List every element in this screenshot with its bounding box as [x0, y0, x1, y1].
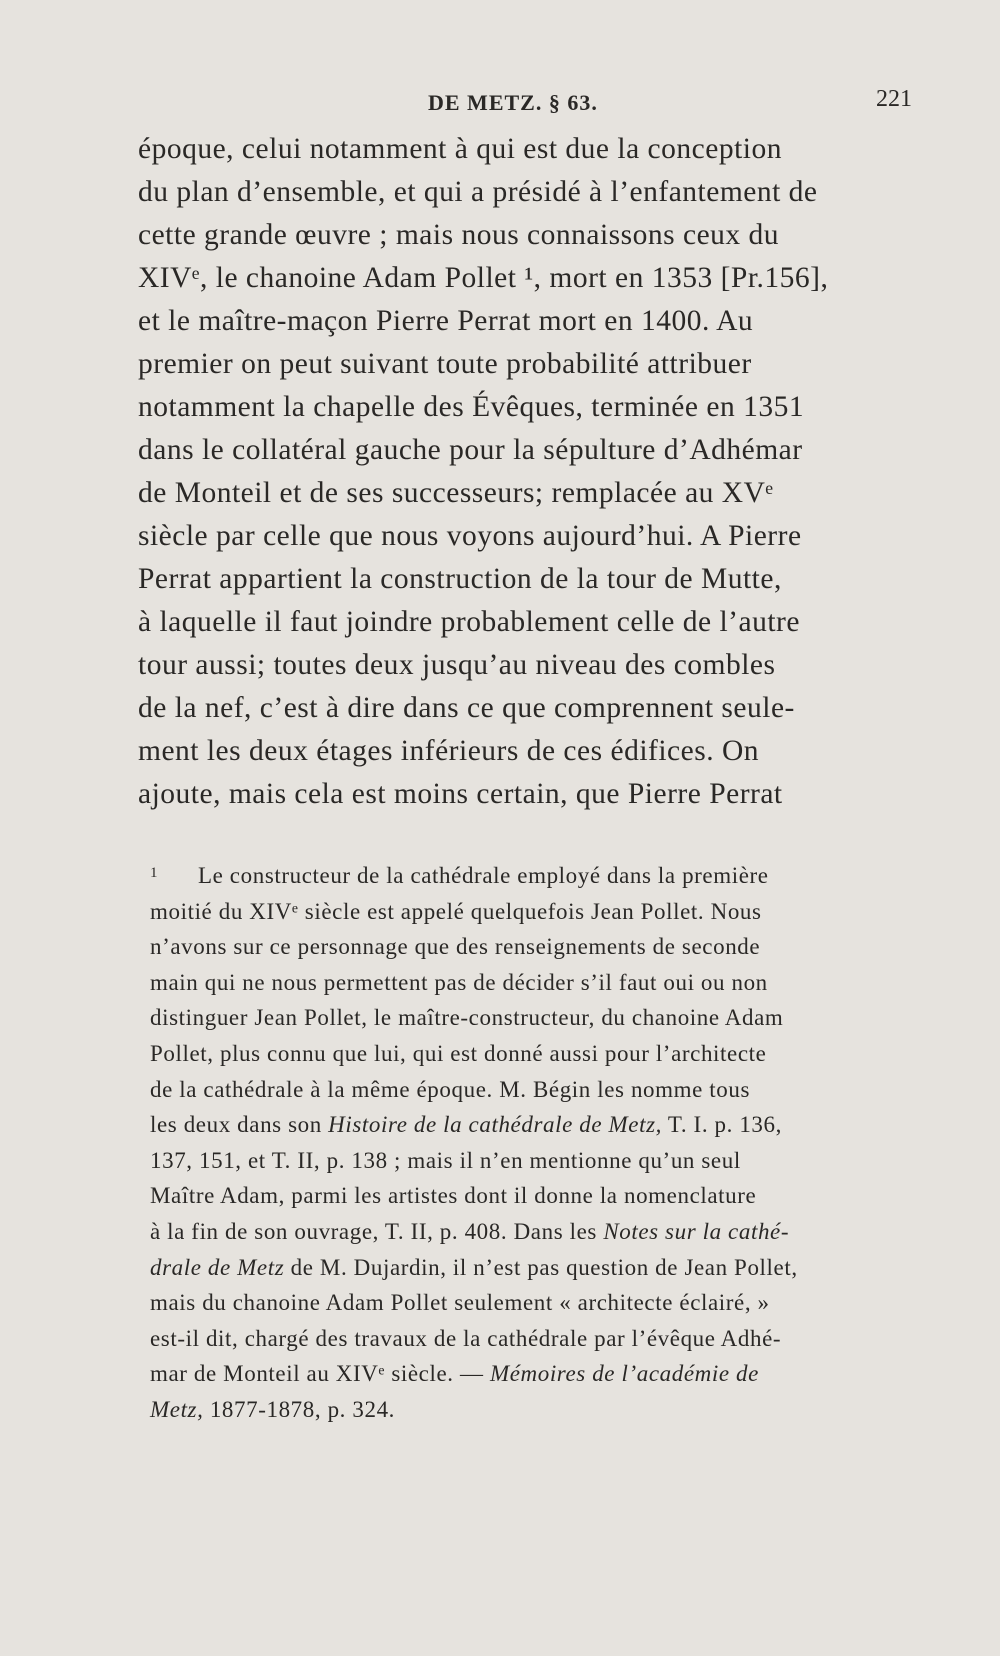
text-line: et le maître-maçon Pierre Perrat mort en 1400. Au: [138, 305, 754, 337]
text-line: à laquelle il faut joindre probablement celle de l’autre: [138, 606, 800, 638]
book-title: Notes sur la cathé-: [603, 1218, 790, 1244]
footnote-line: [150, 1107, 920, 1143]
text-line: notamment la chapelle des Évêques, terminée en 1351: [138, 391, 805, 423]
text-line: Perrat appartient la construction de la tour de Mutte,: [138, 563, 782, 595]
page-number: 221: [876, 86, 912, 112]
text-line: tour aussi; toutes deux jusqu’au niveau des combles: [138, 649, 776, 681]
text-line: cette grande œuvre ; mais nous connaissons ceux du: [138, 219, 780, 251]
text-line: époque, celui notamment à qui est due la conception: [138, 133, 782, 165]
footnote-marker: 1: [150, 865, 159, 881]
text-line: du plan d’ensemble, et qui a présidé à l’enfantement de: [138, 176, 818, 208]
footnote-line: n’avons sur ce personnage que des renseignements de seconde: [150, 934, 761, 960]
text-line: XIVᵉ, le chanoine Adam Pollet ¹, mort en 1353 [Pr.156],: [138, 262, 829, 294]
footnote-text: 1877-1878, p. 324.: [203, 1396, 396, 1422]
footnote-text: à la fin de son ouvrage, T. II, p. 408. Dans les: [150, 1218, 604, 1244]
footnote-line: Maître Adam, parmi les artistes dont il donne la nomenclature: [150, 1183, 757, 1209]
footnote-line: [150, 1356, 920, 1392]
footnote-text: les deux dans son: [150, 1112, 329, 1138]
footnote-text: T. I. p. 136,: [661, 1112, 782, 1138]
footnote-text: de M. Dujardin, il n’est pas question de Jean Pollet,: [284, 1254, 798, 1280]
footnote-text: mar de Monteil au XIVᵉ siècle. —: [150, 1361, 490, 1387]
footnote-line: moitié du XIVᵉ siècle est appelé quelquefois Jean Pollet. Nous: [150, 898, 762, 924]
footnote-line: distinguer Jean Pollet, le maître-constructeur, du chanoine Adam: [150, 1005, 784, 1031]
text-line: siècle par celle que nous voyons aujourd’hui. A Pierre: [138, 520, 802, 552]
text-line: de la nef, c’est à dire dans ce que comprennent seule-: [138, 692, 795, 724]
footnote-line: Pollet, plus connu que lui, qui est donné aussi pour l’architecte: [150, 1040, 767, 1066]
footnote-line: main qui ne nous permettent pas de décider s’il faut oui ou non: [150, 969, 768, 995]
footnote-line: [150, 858, 920, 894]
text-line: de Monteil et de ses successeurs; remplacée au XVᵉ: [138, 477, 774, 509]
footnote-line: mais du chanoine Adam Pollet seulement « architecte éclairé, »: [150, 1290, 770, 1316]
footnote-line: [150, 1392, 920, 1428]
book-title: Metz,: [150, 1396, 204, 1422]
book-title: Histoire de la cathédrale de Metz,: [328, 1112, 662, 1138]
footnote-text: Le constructeur de la cathédrale employé dans la première: [198, 863, 769, 888]
main-text: [138, 128, 918, 816]
text-line: premier on peut suivant toute probabilité attribuer: [138, 348, 752, 380]
page-header: [138, 84, 912, 124]
footnote-line: [150, 1250, 920, 1286]
footnote-line: 137, 151, et T. II, p. 138 ; mais il n’en mentionne qu’un seul: [150, 1147, 741, 1173]
footnote-line: de la cathédrale à la même époque. M. Bégin les nomme tous: [150, 1076, 751, 1102]
text-line: ajoute, mais cela est moins certain, que Pierre Perrat: [138, 778, 783, 810]
text-line: ment les deux étages inférieurs de ces édifices. On: [138, 735, 760, 767]
text-line: dans le collatéral gauche pour la sépulture d’Adhémar: [138, 434, 803, 466]
book-title: drale de Metz: [150, 1254, 285, 1280]
footnote-line: est-il dit, chargé des travaux de la cathédrale par l’évêque Adhé-: [150, 1325, 782, 1351]
footnote: [150, 858, 920, 1428]
book-title: Mémoires de l’académie de: [489, 1361, 759, 1387]
footnote-line: [150, 1214, 920, 1250]
running-head: DE METZ. § 63.: [428, 90, 598, 115]
